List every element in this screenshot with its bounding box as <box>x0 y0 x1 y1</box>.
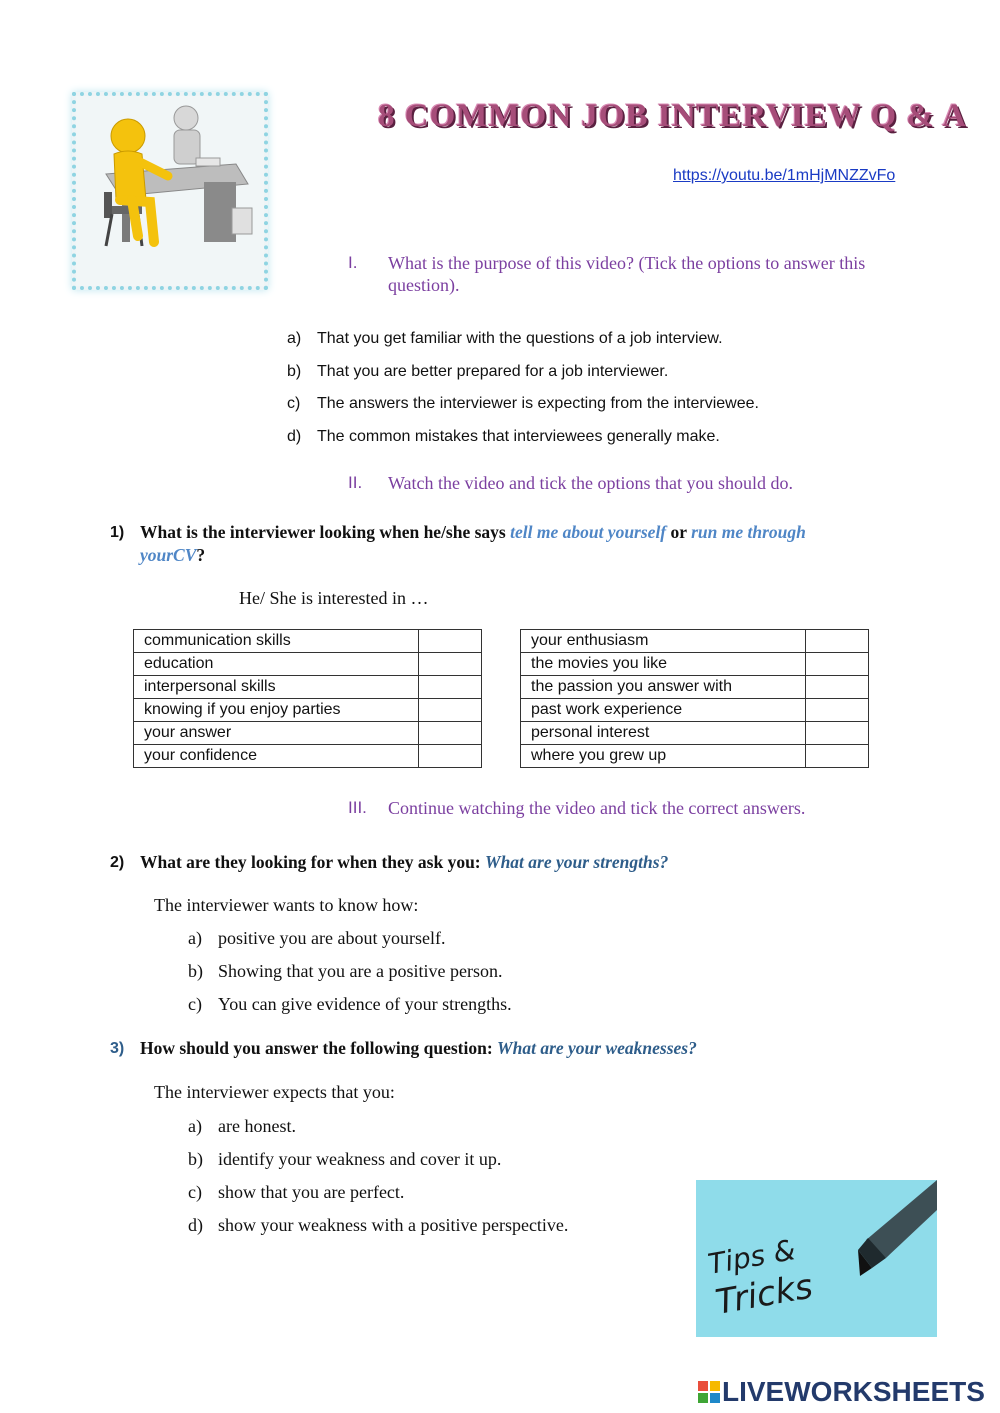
table-row: personal interest <box>521 722 869 745</box>
tick-box[interactable] <box>419 745 482 768</box>
tips-and-tricks-image <box>696 1180 937 1337</box>
tick-box[interactable] <box>419 630 482 653</box>
page-title: 8 COMMON JOB INTERVIEW Q & A <box>378 98 968 134</box>
table-row: interpersonal skills <box>134 676 482 699</box>
tick-box[interactable] <box>806 699 869 722</box>
question-1-number: 1) <box>110 524 125 541</box>
tick-box[interactable] <box>806 653 869 676</box>
table-row: knowing if you enjoy parties <box>134 699 482 722</box>
tick-box[interactable] <box>806 722 869 745</box>
table-row: past work experience <box>521 699 869 722</box>
section-1-heading-line2: question). <box>388 275 460 295</box>
tick-box[interactable] <box>419 653 482 676</box>
person-at-desk-icon <box>76 96 264 286</box>
section-2-heading <box>348 472 948 496</box>
interview-illustration <box>72 92 268 290</box>
section-3-heading-text: Continue watching the video and tick the correct answers. <box>388 798 806 818</box>
section-2-heading-text: Watch the video and tick the options that you should do. <box>388 473 793 493</box>
question-2-lead: The interviewer wants to know how: <box>154 895 419 915</box>
tick-box[interactable] <box>806 676 869 699</box>
liveworksheets-logo: LIVEWORKSHEETS <box>698 1376 985 1408</box>
table-row: your answer <box>134 722 482 745</box>
question-1-phrase-1: tell me about yourself <box>510 522 667 542</box>
question-2-number: 2) <box>110 854 125 871</box>
table-row: communication skills <box>134 630 482 653</box>
table-row: the passion you answer with <box>521 676 869 699</box>
section-2-number: II. <box>348 473 363 492</box>
table-row: your enthusiasm <box>521 630 869 653</box>
tick-box[interactable] <box>419 676 482 699</box>
question-3-options: a) are honest. b) identify your weakness and cover it up. c) show that you are perfect. d) show your weakness with a positive perspective. <box>188 1116 569 1235</box>
question-3-lead: The interviewer expects that you: <box>154 1082 395 1102</box>
tick-box[interactable] <box>419 722 482 745</box>
section-1-heading-line1: What is the purpose of this video? (Tick the options to answer this <box>388 253 866 273</box>
section-1-heading <box>348 252 948 298</box>
tips-line-1: Tips & <box>705 1233 798 1281</box>
tick-table-right <box>520 629 869 768</box>
question-3: 3) How should you answer the following question: What are your weaknesses? <box>110 1038 697 1058</box>
section-1-options: a) That you get familiar with the questions of a job interview. b) That you are better prepared for a job interviewer. c) The answers the interviewer is expecting from the interviewee. d) The common mistakes that interviewees generally make. <box>287 330 759 445</box>
table-row: the movies you like <box>521 653 869 676</box>
table-row: your confidence <box>134 745 482 768</box>
question-2-options: a) positive you are about yourself. b) Showing that you are a positive person. c) You can give evidence of your strengths. <box>188 928 512 1014</box>
section-3-heading <box>348 797 948 821</box>
table-row: where you grew up <box>521 745 869 768</box>
marker-pen-icon <box>696 1180 937 1337</box>
tips-line-2: Tricks <box>712 1266 816 1323</box>
table-row: education <box>134 653 482 676</box>
question-2-phrase: What are your strengths? <box>485 852 669 872</box>
question-3-phrase: What are your weaknesses? <box>497 1038 697 1058</box>
question-3-number: 3) <box>110 1040 125 1057</box>
tick-box[interactable] <box>806 745 869 768</box>
video-link[interactable]: https://youtu.be/1mHjMNZZvFo <box>673 167 896 184</box>
section-3-number: III. <box>348 798 367 817</box>
question-1-phrase-2: run me through <box>691 522 806 542</box>
question-1-lead: He/ She is interested in … <box>239 588 429 608</box>
tick-box[interactable] <box>806 630 869 653</box>
tick-box[interactable] <box>419 699 482 722</box>
section-1-number: I. <box>348 253 358 272</box>
liveworksheets-logo-icon <box>698 1381 720 1403</box>
question-2: 2) What are they looking for when they ask you: What are your strengths? <box>110 852 669 872</box>
question-1: 1) What is the interviewer looking when he/she says tell me about yourself or run me through yourCV? <box>110 522 806 565</box>
tick-table-left <box>133 629 482 768</box>
